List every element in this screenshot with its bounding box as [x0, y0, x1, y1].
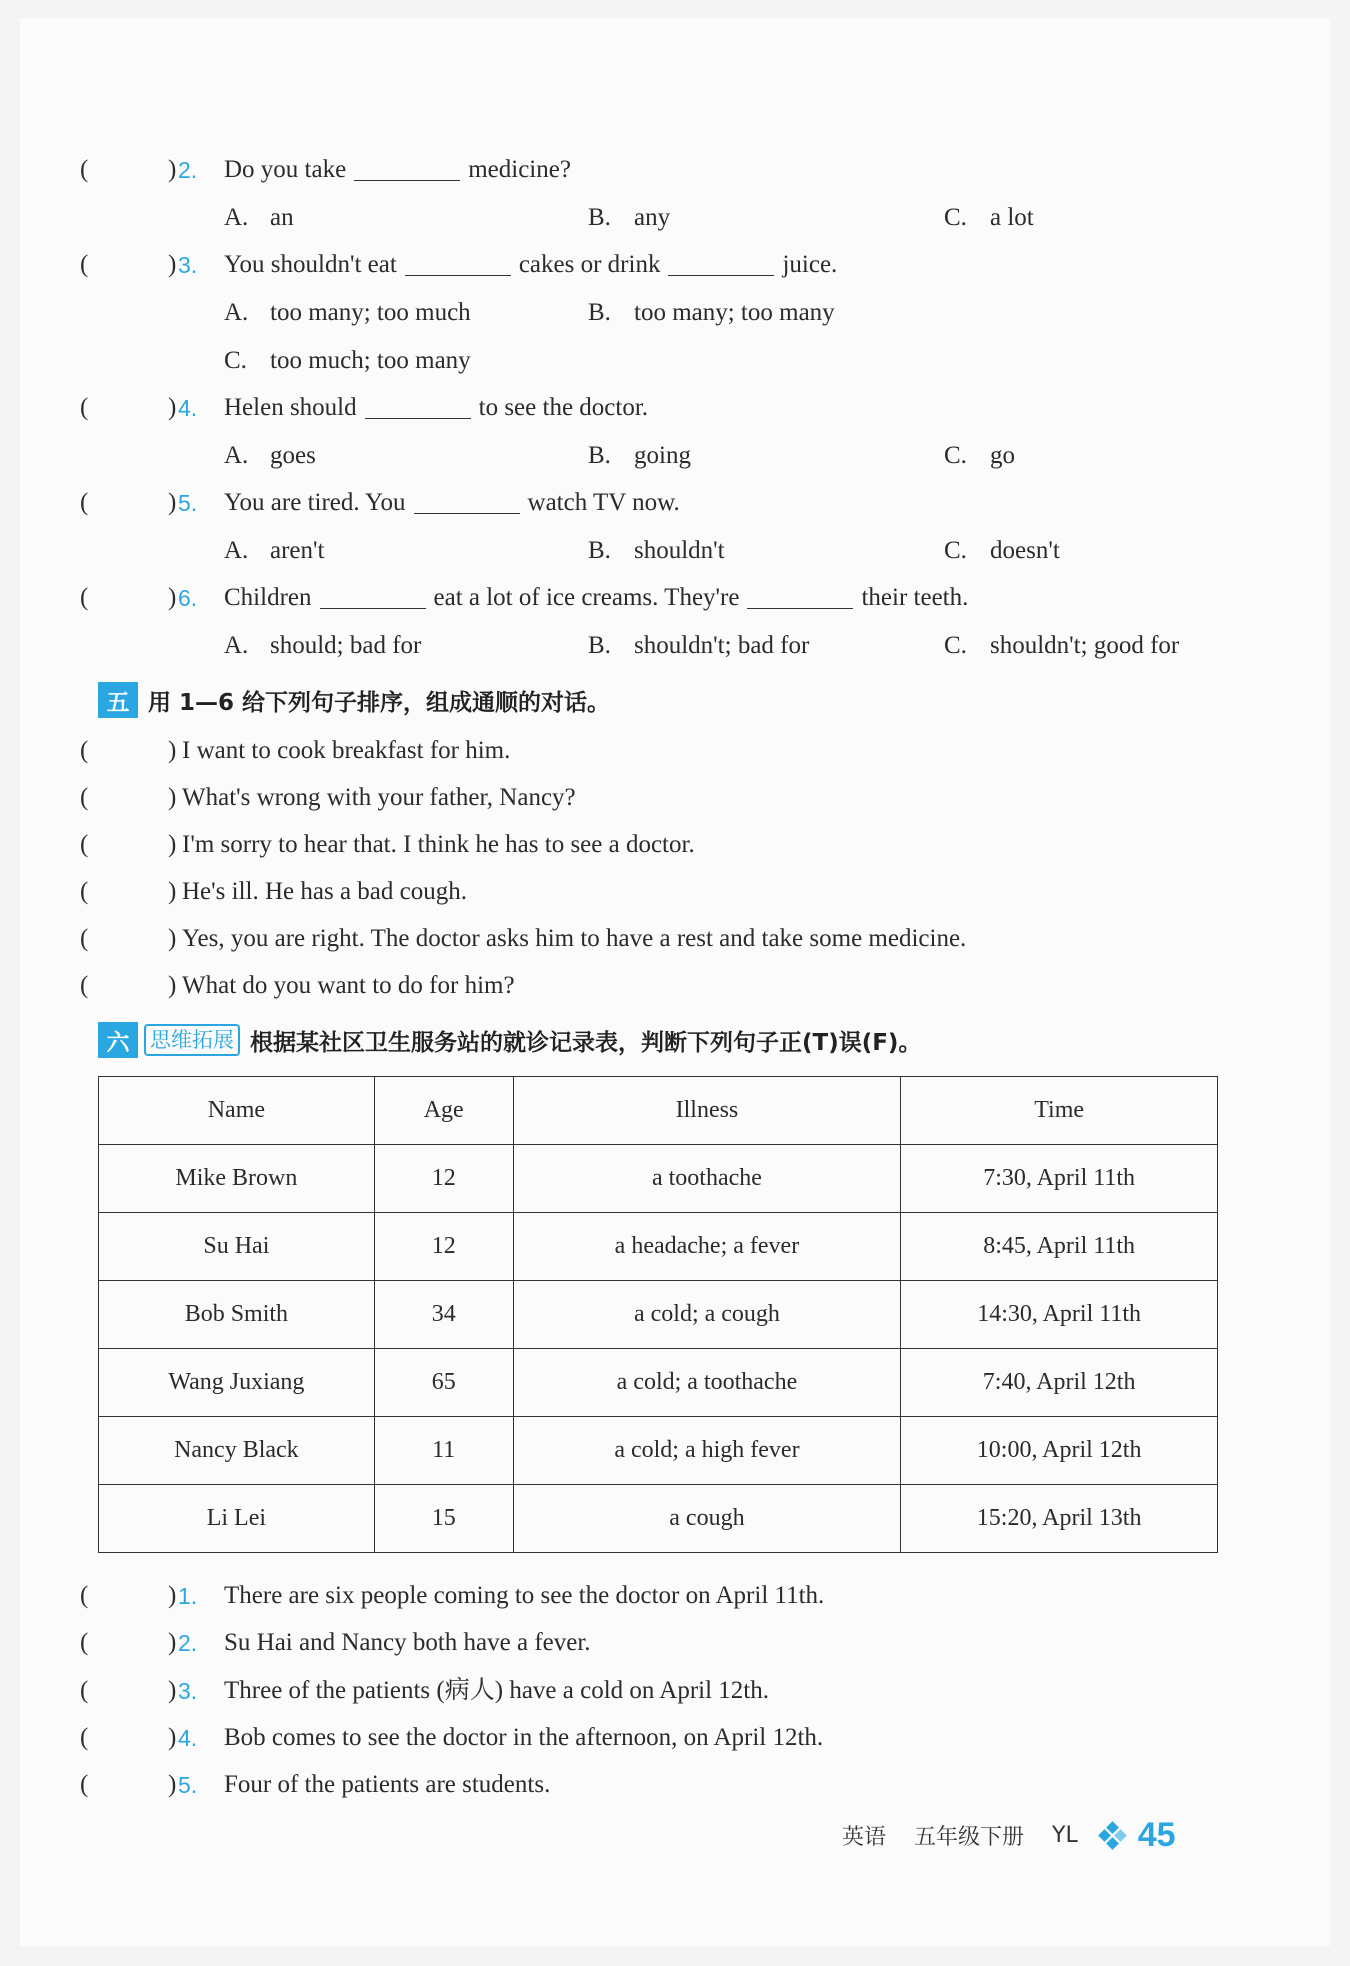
question-text: Do you take medicine? [224, 156, 571, 183]
section-tag: 思维拓展 [144, 1024, 240, 1056]
option-c[interactable]: C. go [944, 442, 1015, 469]
cell-time: 7:40, April 12th [901, 1349, 1218, 1417]
statement-text: Three of the patients (病人) have a cold on April 12th. [224, 1677, 769, 1704]
option-a[interactable]: A. too many; too much [224, 299, 471, 326]
table-header-row [99, 1077, 1218, 1145]
answer-blank[interactable] [320, 584, 426, 609]
answer-paren-open[interactable]: ( [80, 1724, 89, 1751]
ordering-sentence: What do you want to do for him? [182, 972, 515, 999]
cell-name: Li Lei [99, 1485, 375, 1553]
footer-grade: 五年级下册 [914, 1825, 1025, 1850]
ordering-sentence: I want to cook breakfast for him. [182, 737, 511, 764]
order-paren[interactable]: ( [80, 972, 89, 999]
cell-time: 8:45, April 11th [901, 1213, 1218, 1281]
table-row [99, 1485, 1218, 1553]
cell-name: Nancy Black [99, 1417, 375, 1485]
header-illness: Illness [513, 1077, 901, 1145]
statement-text: There are six people coming to see the doctor on April 11th. [224, 1582, 825, 1609]
option-c[interactable]: C. doesn't [944, 537, 1060, 564]
statement-text: Bob comes to see the doctor in the afternoon, on April 12th. [224, 1724, 824, 1751]
option-b[interactable]: B. shouldn't [588, 537, 725, 564]
cell-age: 65 [374, 1349, 513, 1417]
cell-illness: a cold; a toothache [513, 1349, 901, 1417]
footer-subject: 英语 [842, 1825, 887, 1850]
question-number: 2. [178, 157, 198, 183]
cell-age: 11 [374, 1417, 513, 1485]
option-b[interactable]: B. going [588, 442, 691, 469]
header-time: Time [901, 1077, 1218, 1145]
option-a[interactable]: A. aren't [224, 537, 325, 564]
answer-paren-open[interactable]: ( [80, 489, 89, 516]
order-paren[interactable]: ( [80, 878, 89, 905]
cell-time: 10:00, April 12th [901, 1417, 1218, 1485]
question-number: 3. [178, 252, 198, 278]
statement-number: 1. [178, 1583, 198, 1609]
statement-number: 2. [178, 1630, 198, 1656]
cell-name: Bob Smith [99, 1281, 375, 1349]
cell-illness: a toothache [513, 1145, 901, 1213]
question-text: Helen should to see the doctor. [224, 394, 649, 421]
answer-paren-close: ) [168, 584, 177, 611]
answer-paren-open[interactable]: ( [80, 584, 89, 611]
ordering-sentence: What's wrong with your father, Nancy? [182, 784, 576, 811]
header-name: Name [99, 1077, 375, 1145]
section-5-header [98, 682, 610, 718]
option-a[interactable]: A. should; bad for [224, 632, 422, 659]
answer-paren-close: ) [168, 156, 177, 183]
table-row [99, 1281, 1218, 1349]
answer-blank[interactable] [365, 394, 471, 419]
order-paren[interactable]: ( [80, 737, 89, 764]
ordering-sentence: Yes, you are right. The doctor asks him to have a rest and take some medicine. [182, 925, 967, 952]
cell-time: 14:30, April 11th [901, 1281, 1218, 1349]
section-badge: 五 [98, 682, 138, 718]
ordering-sentence: He's ill. He has a bad cough. [182, 878, 467, 905]
question-number: 5. [178, 490, 198, 516]
cell-illness: a cold; a high fever [513, 1417, 901, 1485]
statement-number: 3. [178, 1678, 198, 1704]
section-6-header [98, 1022, 921, 1058]
order-paren[interactable]: ( [80, 925, 89, 952]
cell-age: 12 [374, 1213, 513, 1281]
statement-number: 4. [178, 1725, 198, 1751]
option-c[interactable]: C. too much; too many [224, 347, 471, 374]
question-text: Children eat a lot of ice creams. They're their teeth. [224, 584, 969, 611]
diamond-icon [1100, 1823, 1126, 1849]
cell-time: 15:20, April 13th [901, 1485, 1218, 1553]
table-row [99, 1213, 1218, 1281]
answer-paren-open[interactable]: ( [80, 1677, 89, 1704]
cell-name: Su Hai [99, 1213, 375, 1281]
statement-text: Four of the patients are students. [224, 1771, 551, 1798]
cell-illness: a cold; a cough [513, 1281, 901, 1349]
page-number: 45 [1137, 1816, 1176, 1854]
footer-edition: YL [1052, 1823, 1078, 1848]
answer-blank[interactable] [668, 251, 774, 276]
question-number: 6. [178, 585, 198, 611]
clinic-record-table [98, 1076, 1218, 1553]
question-text: You are tired. You watch TV now. [224, 489, 680, 516]
option-b[interactable]: B. too many; too many [588, 299, 835, 326]
cell-illness: a headache; a fever [513, 1213, 901, 1281]
cell-name: Mike Brown [99, 1145, 375, 1213]
answer-paren-open[interactable]: ( [80, 156, 89, 183]
statement-text: Su Hai and Nancy both have a fever. [224, 1629, 591, 1656]
answer-blank[interactable] [414, 489, 520, 514]
option-a[interactable]: A. an [224, 204, 294, 231]
table-row [99, 1417, 1218, 1485]
answer-paren-close: ) [168, 251, 177, 278]
answer-paren-open[interactable]: ( [80, 1629, 89, 1656]
question-number: 4. [178, 395, 198, 421]
order-paren[interactable]: ( [80, 831, 89, 858]
order-paren[interactable]: ( [80, 784, 89, 811]
cell-age: 34 [374, 1281, 513, 1349]
statement-number: 5. [178, 1772, 198, 1798]
answer-blank[interactable] [354, 156, 460, 181]
cell-time: 7:30, April 11th [901, 1145, 1218, 1213]
cell-age: 15 [374, 1485, 513, 1553]
answer-paren-open[interactable]: ( [80, 251, 89, 278]
option-c[interactable]: C. a lot [944, 204, 1034, 231]
cell-age: 12 [374, 1145, 513, 1213]
answer-paren-close: ) [168, 489, 177, 516]
option-a[interactable]: A. goes [224, 442, 316, 469]
answer-paren-open[interactable]: ( [80, 394, 89, 421]
option-c[interactable]: C. shouldn't; good for [944, 632, 1180, 659]
answer-blank[interactable] [747, 584, 853, 609]
header-age: Age [374, 1077, 513, 1145]
cell-illness: a cough [513, 1485, 901, 1553]
ordering-sentence: I'm sorry to hear that. I think he has to see a doctor. [182, 831, 695, 858]
option-b[interactable]: B. shouldn't; bad for [588, 632, 810, 659]
cell-name: Wang Juxiang [99, 1349, 375, 1417]
section-title: 用 1—6 给下列句子排序，组成通顺的对话。 [148, 689, 611, 716]
page-footer [842, 1816, 1176, 1855]
table-row [99, 1145, 1218, 1213]
answer-paren-open[interactable]: ( [80, 1582, 89, 1609]
question-text: You shouldn't eat cakes or drink juice. [224, 251, 838, 278]
section-title: 根据某社区卫生服务站的就诊记录表，判断下列句子正(T)误(F)。 [250, 1029, 922, 1056]
answer-paren-close: ) [168, 394, 177, 421]
answer-paren-open[interactable]: ( [80, 1771, 89, 1798]
option-b[interactable]: B. any [588, 204, 671, 231]
answer-blank[interactable] [405, 251, 511, 276]
section-badge: 六 [98, 1022, 138, 1058]
table-row [99, 1349, 1218, 1417]
